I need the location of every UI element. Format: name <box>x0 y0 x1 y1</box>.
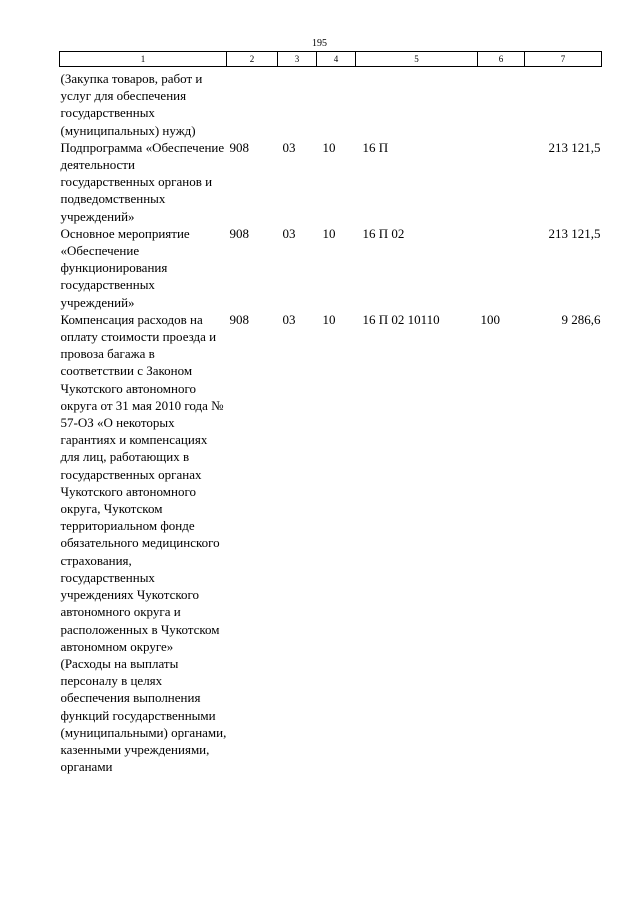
column-number-row <box>60 52 602 67</box>
row-target-code: 16 П 02 10110 <box>362 311 440 327</box>
row-expense-type: 100 <box>480 311 500 327</box>
row-expense-type <box>478 139 525 225</box>
row-subsection-code <box>317 67 356 139</box>
row-expense-type <box>478 67 525 139</box>
page-number: 195 <box>312 38 327 49</box>
column-header-2: 2 <box>227 52 278 67</box>
row-target-code: 16 П <box>362 139 389 155</box>
row-admin-code: 908 <box>229 225 249 241</box>
column-header-1: 1 <box>60 52 227 67</box>
row-name: Основное мероприятие «Обеспечение функционирования государственных учреждений» <box>60 225 190 310</box>
row-name: (Закупка товаров, работ и услуг для обеспечения государственных (муниципальных) нужд) <box>60 71 203 138</box>
row-expense-type <box>478 225 525 311</box>
column-header-3: 3 <box>278 52 317 67</box>
row-subsection-code: 10 <box>322 139 336 155</box>
budget-table <box>59 51 602 775</box>
row-admin-code <box>227 67 278 139</box>
row-admin-code: 908 <box>229 311 249 327</box>
table-row <box>60 311 602 775</box>
table-row <box>60 139 602 225</box>
row-name: Компенсация расходов на оплату стоимости проезда и провоза багажа в соответствии с Законом Чукотского автономного округа от 31 мая 2010 года № 57-ОЗ «О некоторых гарантиях и компенсациях для лиц, работающих в государственных органах Чукотского автономного округа, Чукотском территориальном фонде обязательного медицинского страхования, государственных учреждениях Чукотского автономного округа и расположенных в Чукотском автономном округе» (Расходы на выплаты персоналу в целях обеспечения выполнения функций государственными (муниципальными) органами, казенными учреждениями, органами <box>60 311 227 775</box>
row-section-code: 03 <box>282 139 296 155</box>
table-row <box>60 225 602 311</box>
row-amount: 213 121,5 <box>548 225 601 241</box>
row-admin-code: 908 <box>229 139 249 155</box>
row-target-code <box>356 67 478 139</box>
row-amount: 9 286,6 <box>561 311 601 327</box>
row-subsection-code: 10 <box>322 311 336 327</box>
row-section-code: 03 <box>282 311 296 327</box>
row-section-code: 03 <box>282 225 296 241</box>
row-section-code <box>278 67 317 139</box>
column-header-4: 4 <box>317 52 356 67</box>
column-header-6: 6 <box>478 52 525 67</box>
column-header-5: 5 <box>356 52 478 67</box>
row-subsection-code: 10 <box>322 225 336 241</box>
row-name: Подпрограмма «Обеспечение деятельности государственных органов и подведомственных учреждений» <box>60 139 225 224</box>
row-target-code: 16 П 02 <box>362 225 405 241</box>
row-amount: 213 121,5 <box>548 139 601 155</box>
column-header-7: 7 <box>525 52 602 67</box>
row-amount <box>525 67 602 139</box>
table-row <box>60 67 602 139</box>
